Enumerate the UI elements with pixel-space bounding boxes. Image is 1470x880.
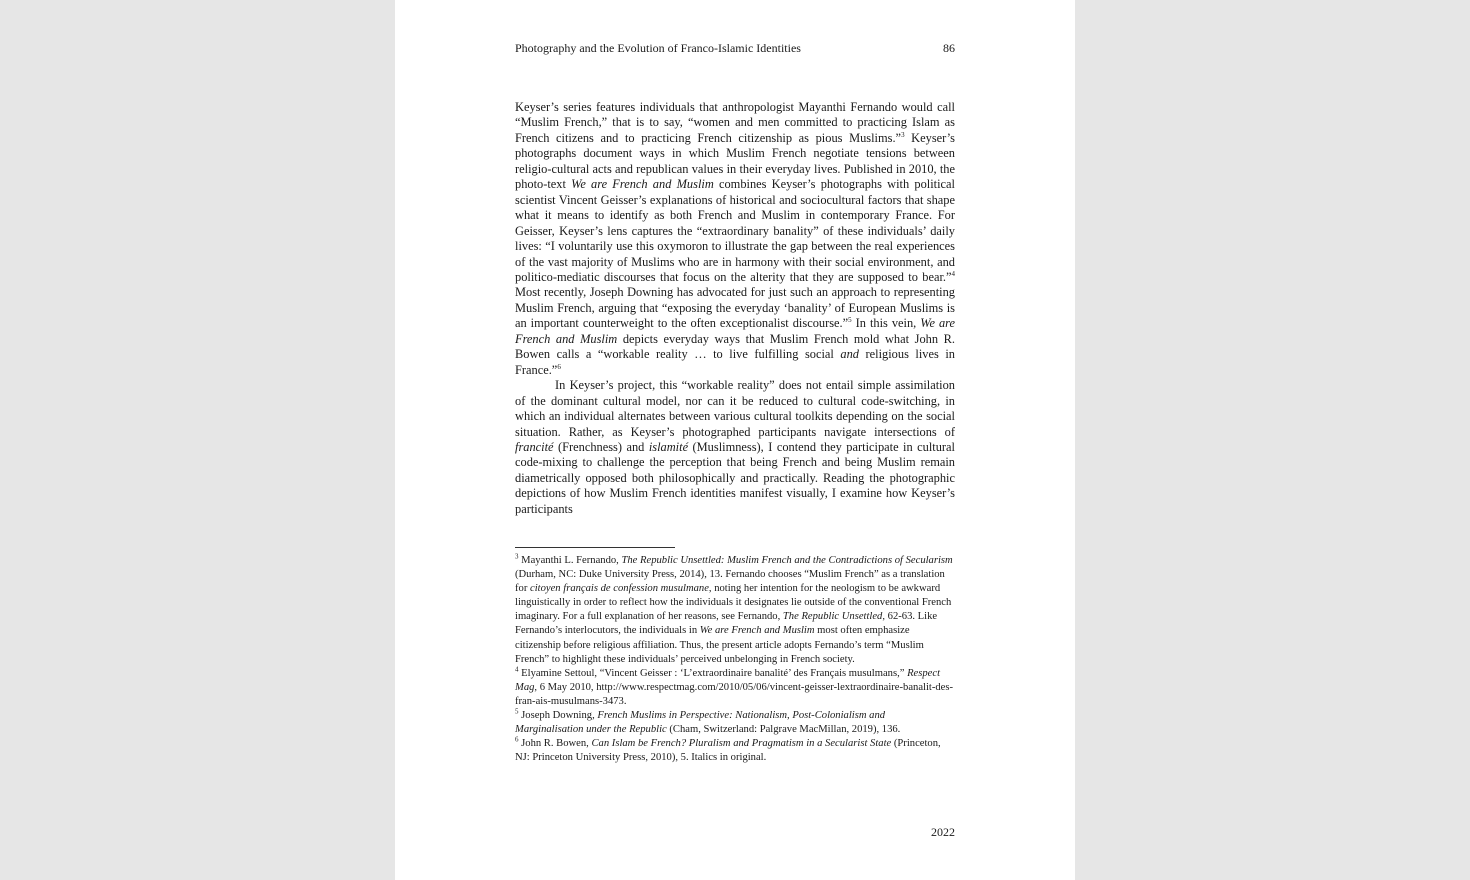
footnote-ref-3[interactable]: 3 — [901, 130, 905, 139]
text-run: combines Keyser’s photographs with political scientist Vincent Geisser’s explanations of historical and sociocultural factors that shape what it means to identify as both French and Muslim in contemporary France. For Geisser, Keyser’s lens captures the “extraordinary banality” of these individuals’ daily lives: “I voluntarily use this oxymoron to illustrate the gap between the real experiences of the vast majority of Muslims who are in harmony with their social environment, and politico-mediatic discourses that focus on the alterity that they are supposed to bear.” — [515, 177, 955, 284]
text-run: (Cham, Switzerland: Palgrave MacMillan, 2019), 136. — [666, 724, 901, 736]
text-run: religious lives in France.” — [515, 347, 955, 377]
footnote-number: 5 — [515, 707, 519, 716]
page-footer-year: 2022 — [931, 825, 955, 839]
footnote-6 — [515, 737, 955, 765]
paragraph-2 — [515, 378, 955, 517]
book-title: We are French and Muslim — [699, 625, 815, 637]
text-run: In Keyser’s project, this “workable reality” does not entail simple assimilation of the dominant cultural model, nor can it be reduced to cultural code-switching, in which an individual alternates between various cultural toolkits depending on the social situation. Rather, as Keyser’s photographed participants navigate intersections of — [515, 378, 955, 439]
footnote-ref-5[interactable]: 5 — [848, 316, 852, 325]
document-page — [395, 0, 1075, 880]
footnotes — [515, 554, 955, 765]
book-title: French Muslims in Perspective: Nationalism, Post-Colonialism and Marginalisation under the Republic — [515, 710, 886, 736]
running-title: Photography and the Evolution of Franco-Islamic Identities — [515, 41, 801, 55]
footnote-number: 4 — [515, 665, 519, 674]
text-run: John R. Bowen, — [518, 738, 592, 750]
emphasis: islamité — [648, 439, 689, 454]
running-header — [515, 40, 955, 56]
text-run: (Frenchness) and — [553, 439, 649, 454]
footnote-number: 3 — [515, 552, 519, 561]
book-title: The Republic Unsettled — [782, 611, 883, 623]
emphasis: francité — [515, 439, 554, 454]
text-run: , noting her intention for the neologism to be awkward linguistically in order to reflect how the individuals it designates lie outside of the conventional French imaginary. For a full explanation of her reasons, see Fernando, — [515, 583, 952, 623]
book-title: The Republic Unsettled: Muslim French and the Contradictions of Secularism — [621, 555, 953, 566]
publication-title: Respect Mag — [515, 667, 941, 693]
book-title: We are French and Muslim — [571, 177, 714, 192]
footnote-number: 6 — [515, 735, 519, 744]
citation-link[interactable]: , 6 May 2010, http://www.respectmag.com/2010/05/06/vincent-geisser-lextraordinaire-banalit-des-fran-ais-musulmans-3473. — [515, 681, 954, 707]
footnote-5 — [515, 709, 955, 737]
emphasis: citoyen français de confession musulmane — [530, 583, 709, 595]
text-run: , 62-63. Like Fernando’s interlocutors, the individuals in — [515, 611, 938, 637]
text-run: (Princeton, NJ: Princeton University Press, 2010), 5. Italics in original. — [515, 738, 941, 764]
text-run: Keyser’s series features individuals that anthropologist Mayanthi Fernando would call “Muslim French,” that is to say, “women and men committed to practicing Islam as French citizens and to practicing French citizenship as pious Muslims.” — [515, 100, 955, 145]
book-title: We are French and Muslim — [515, 316, 955, 346]
book-title: Can Islam be French? Pluralism and Pragmatism in a Secularist State — [591, 738, 892, 750]
text-run: (Durham, NC: Duke University Press, 2014), 13. Fernando chooses “Muslim French” as a translation for — [515, 569, 945, 595]
text-run: Most recently, Joseph Downing has advocated for just such an approach to representing Muslim French, arguing that “exposing the everyday ‘banality’ of European Muslims is an important counterweight to the often exceptionalist discourse.” — [515, 285, 955, 331]
body-text — [515, 100, 955, 517]
text-run: most often emphasize citizenship before religious affiliation. Thus, the present article adopts Fernando’s term “Muslim French” to highlight these individuals’ perceived unbelonging in French society. — [515, 625, 924, 665]
text-run: (Muslimness), I contend they participate in cultural code-mixing to challenge the perception that being French and being Muslim remain diametrically opposed both philosophically and practically. Reading the photographic depictions of how Muslim French identities manifest visually, I examine how Keyser’s participants — [515, 439, 955, 516]
text-run: In this vein, — [851, 316, 921, 331]
page-number: 86 — [943, 41, 955, 55]
footnote-3 — [515, 554, 955, 667]
emphasis: and — [840, 347, 859, 362]
paragraph-1 — [515, 100, 955, 378]
footnote-4 — [515, 667, 955, 709]
footnote-ref-6[interactable]: 6 — [557, 362, 561, 371]
text-run: Mayanthi L. Fernando, — [518, 555, 622, 566]
text-run: Elyamine Settoul, “Vincent Geisser : ‘L’extraordinaire banalité’ des Français musulmans,” — [518, 667, 908, 679]
footnote-ref-4[interactable]: 4 — [951, 269, 955, 278]
text-run: Joseph Downing, — [518, 710, 598, 722]
text-run: Keyser’s photographs document ways in which Muslim French negotiate tensions between religio-cultural acts and republican values in their everyday lives. Published in 2010, the photo-text — [515, 130, 955, 192]
footnote-divider — [515, 547, 675, 548]
text-run: depicts everyday ways that Muslim French mold what John R. Bowen calls a “workable reality … to live fulfilling social — [515, 331, 955, 362]
